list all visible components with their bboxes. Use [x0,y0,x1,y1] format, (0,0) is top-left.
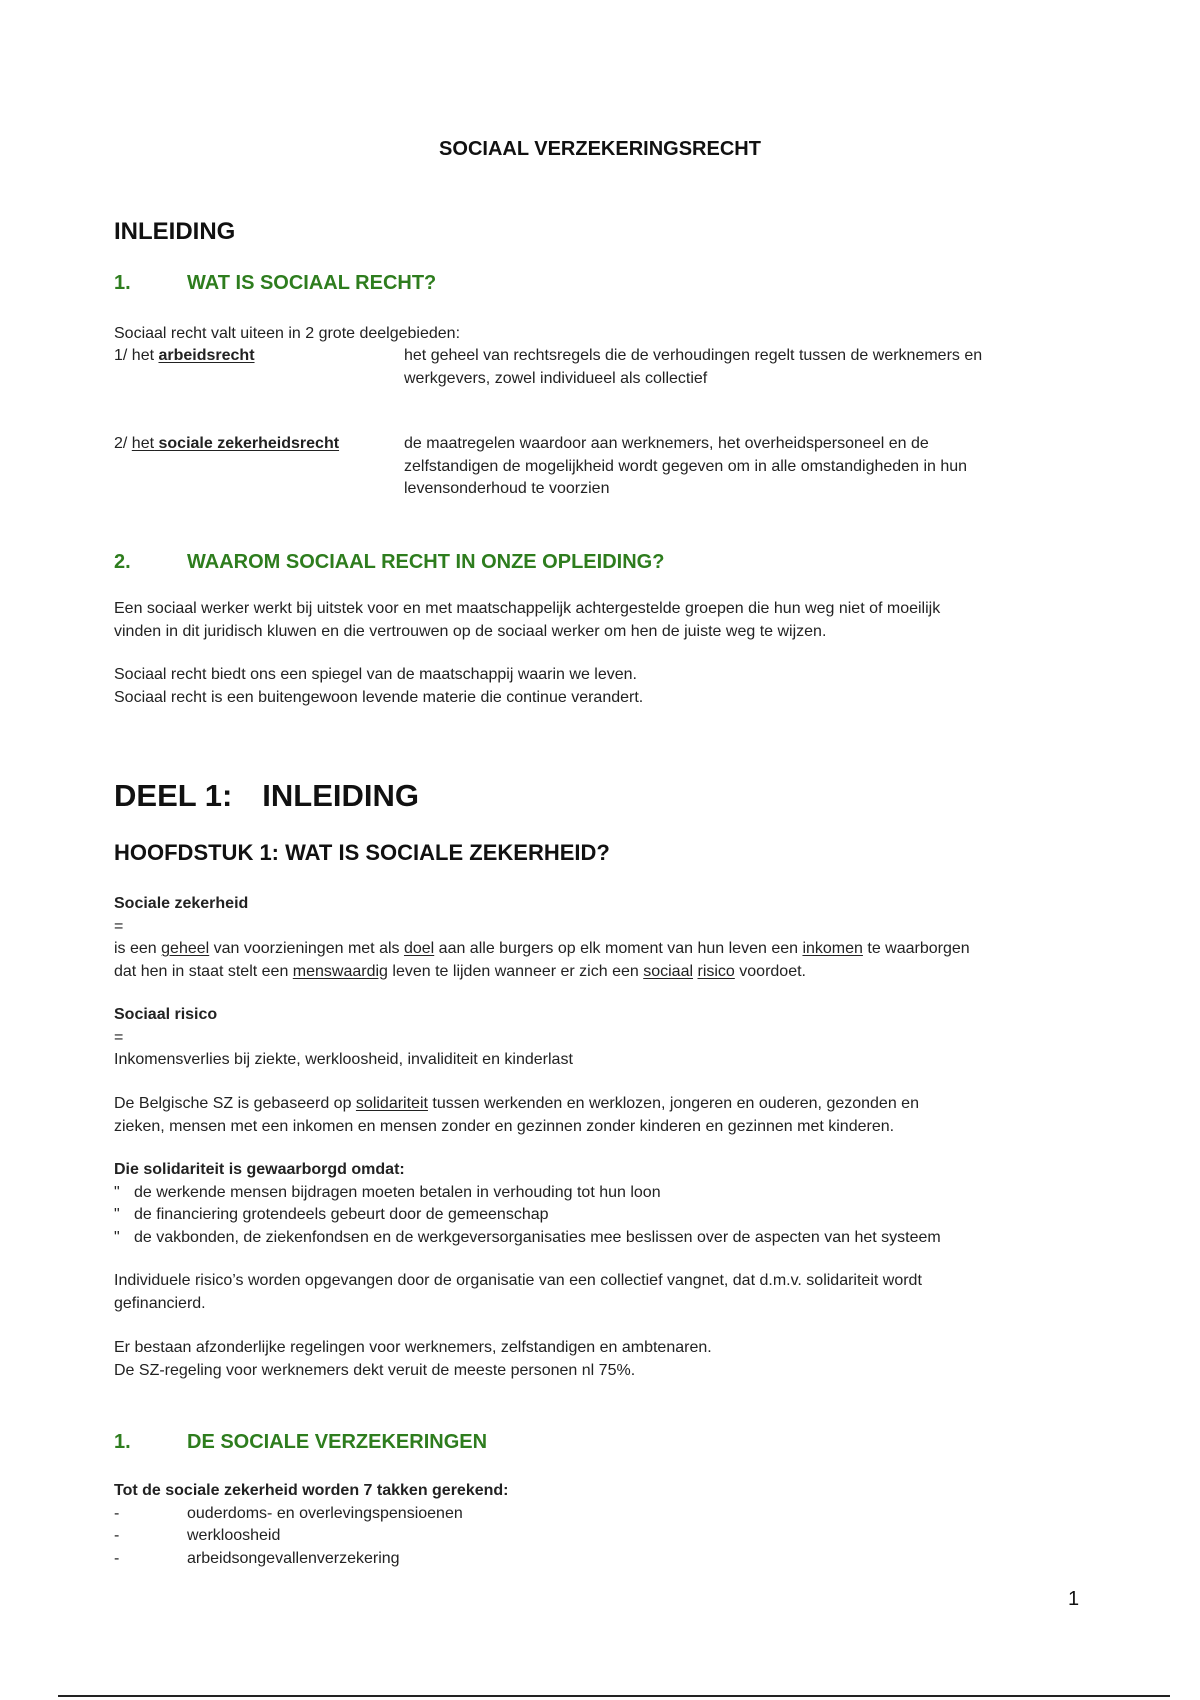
list-item: " de werkende mensen bijdragen moeten betalen in verhouding tot hun loon [114,1183,661,1201]
paragraph-line: Er bestaan afzonderlijke regelingen voor werknemers, zelfstandigen en ambtenaren. [114,1339,712,1356]
list-item: - arbeidsongevallenverzekering [114,1549,400,1567]
section-heading-inleiding: INLEIDING [114,218,236,245]
subsection-number: 2. [114,551,131,573]
definition-line: het geheel van rechtsregels die de verhoudingen regelt tussen de werknemers en [404,347,983,364]
subsection-title: DE SOCIALE VERZEKERINGEN [187,1431,488,1453]
subsection-title: WAT IS SOCIAAL RECHT? [187,272,437,294]
definition-line: Inkomensverlies bij ziekte, werkloosheid, invaliditeit en kinderlast [114,1051,573,1068]
subsection-heading-2 [114,551,664,574]
paragraph-line: De Belgische SZ is gebaseerd op solidariteit tussen werkenden en werklozen, jongeren en ouderen, gezonden en [114,1095,919,1112]
paragraph-line: Een sociaal werker werkt bij uitstek voor en met maatschappelijk achtergestelde groepen die hun weg niet of moeilijk [114,600,941,617]
paragraph-line: Individuele risico’s worden opgevangen door de organisatie van een collectief vangnet, dat d.m.v. solidariteit wordt [114,1272,922,1289]
list-item: - ouderdoms- en overlevingspensioenen [114,1504,463,1522]
definition-line: levensonderhoud te voorzien [404,480,610,497]
list-item: " de financiering grotendeels gebeurt door de gemeenschap [114,1206,549,1223]
intro-line: Sociaal recht valt uiteen in 2 grote deelgebieden: [114,325,461,342]
paragraph-line: Sociaal recht is een buitengewoon levende materie die continue verandert. [114,688,644,706]
term-arbeidsrecht: arbeidsrecht [158,347,255,364]
keyword-inkomen: inkomen [802,940,863,957]
footer-divider [58,1695,1170,1697]
list-item: - werkloosheid [114,1527,281,1544]
list-item: " de vakbonden, de ziekenfondsen en de werkgeversorganisaties mee beslissen over de aspecten van het systeem [114,1228,941,1246]
subsection-title: WAAROM SOCIAAL RECHT IN ONZE OPLEIDING? [187,551,665,573]
list-heading: Tot de sociale zekerheid worden 7 takken gerekend: [114,1482,509,1499]
keyword-solidariteit: solidariteit [355,1095,428,1112]
keyword-sociaal: sociaal [643,962,694,980]
paragraph-social-worker [114,598,1094,643]
definition-term: Sociale zekerheid [114,895,249,912]
page-number: 1 [1068,1588,1080,1610]
keyword-geheel: geheel [161,940,210,957]
equals-sign: = [114,917,124,935]
part-heading [114,778,419,814]
definition-line: is een geheel van voorzieningen met als doel aan alle burgers op elk moment van hun leven een inkomen te waarborgen [114,940,970,957]
term-sociale-zekerheidsrecht: sociale zekerheidsrecht [158,435,340,452]
paragraph-line: gefinancierd. [114,1294,206,1312]
paragraph-mirror [114,664,1094,709]
term-article: het [131,435,155,452]
definition-line: de maatregelen waardoor aan werknemers, het overheidspersoneel en de [404,435,929,452]
list-heading: Die solidariteit is gewaarborgd omdat: [114,1161,405,1178]
part-title: INLEIDING [262,778,420,813]
subsection-number: 1. [114,1431,131,1453]
paragraph-solidariteit [114,1093,1094,1138]
definition-term: Sociaal risico [114,1006,218,1023]
definition-sociale-zekerheid [114,893,1094,983]
chapter-heading: HOOFDSTUK 1: WAT IS SOCIALE ZEKERHEID? [114,840,610,865]
term-prefix: 2/ [114,435,132,452]
paragraph-line: vinden in dit juridisch kluwen en die vertrouwen op de sociaal werker om hen de juiste weg te wijzen. [114,622,827,640]
definition-line: werkgevers, zowel individueel als collectief [404,369,708,387]
subsection-heading-1 [114,272,436,295]
paragraph-individuele-risicos [114,1270,1094,1315]
equals-sign: = [114,1028,124,1046]
paragraph-line: De SZ-regeling voor werknemers dekt veruit de meeste personen nl 75%. [114,1361,636,1379]
definition-sociaal-risico [114,1004,1094,1072]
part-label: DEEL 1: [114,778,233,813]
keyword-menswaardig: menswaardig [292,962,388,980]
branches-list [114,1480,1094,1570]
document-title: SOCIAAL VERZEKERINGSRECHT [439,138,761,160]
subsection-number: 1. [114,272,131,294]
term-prefix: 1/ het [114,347,159,364]
subsection-heading-sociale-verzekeringen [114,1431,487,1454]
paragraph-regelingen [114,1337,1094,1382]
definition-text-1 [404,345,982,390]
definition-line: zelfstandigen de mogelijkheid wordt gegeven om in alle omstandigheden in hun [404,457,968,475]
paragraph-line: zieken, mensen met een inkomen en mensen zonder en gezinnen zonder kinderen en gezinnen met kinderen. [114,1117,895,1135]
definition-line: dat hen in staat stelt een menswaardig leven te lijden wanneer er zich een sociaal risico voordoet. [114,962,806,980]
keyword-doel: doel [403,940,435,957]
definition-term-1 [114,345,255,368]
definition-text-2 [404,433,967,501]
guarantee-list [114,1159,1094,1249]
definition-term-2 [114,433,339,456]
paragraph-line: Sociaal recht biedt ons een spiegel van de maatschappij waarin we leven. [114,666,637,683]
keyword-risico: risico [697,962,735,980]
